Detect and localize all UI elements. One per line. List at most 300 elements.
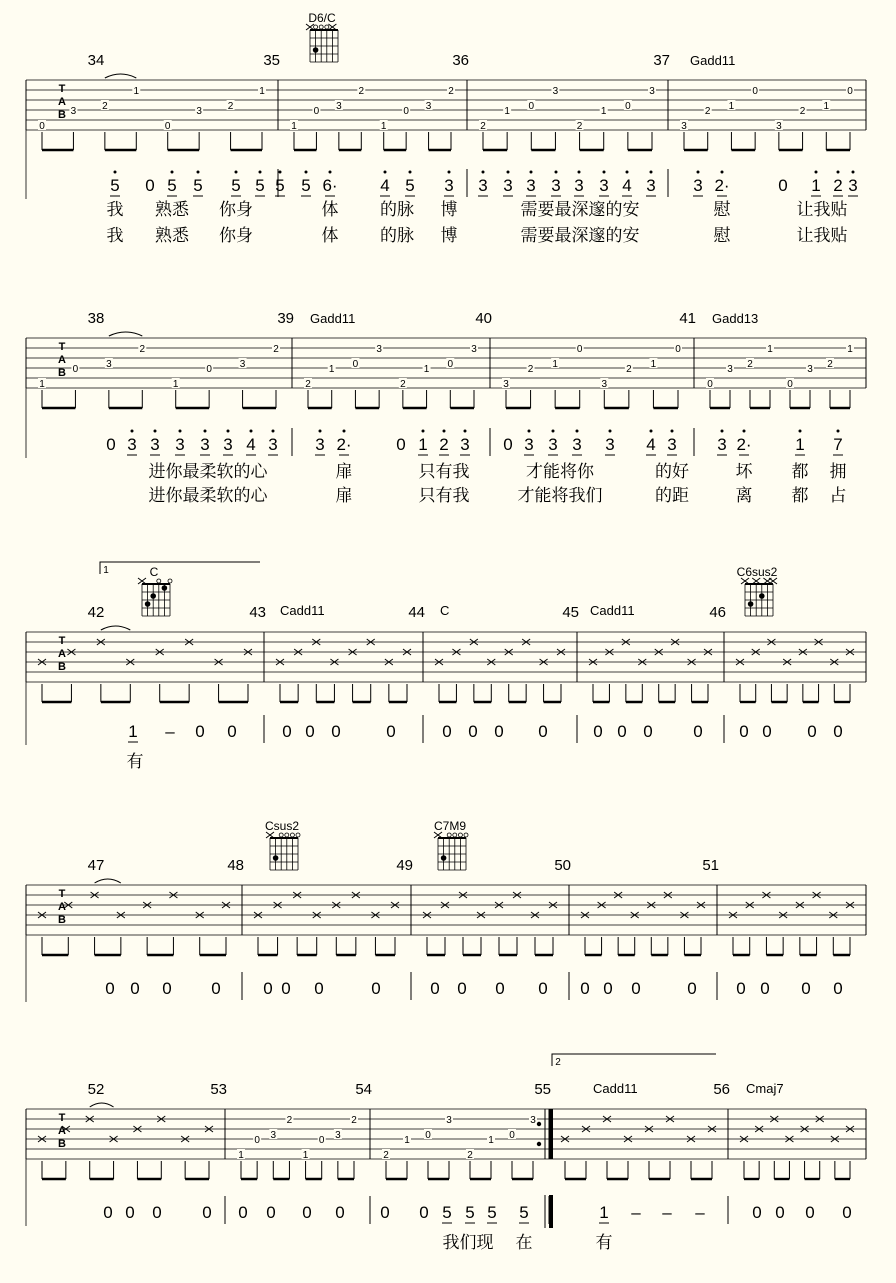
jianpu-note: 0 [752,1203,762,1222]
lyric-word: 的脉 [380,200,414,219]
measure-number: 46 [709,604,726,621]
fret-number: 1 [552,359,558,370]
high-octave-dot [179,430,182,433]
jianpu-note: 0 [195,722,205,741]
open-string-mark [157,579,161,583]
jianpu-note: 1 [599,1203,609,1222]
lyric-word: 的好 [655,462,689,481]
measure-number: 55 [534,1081,551,1098]
high-octave-dot [227,430,230,433]
lyric-word: 都 [791,486,809,505]
jianpu-note: 0 [617,722,627,741]
lyric-word: 熟悉 [155,200,189,219]
fret-number: 2 [626,364,632,375]
jianpu-note: 0 [386,722,396,741]
fret-number: 1 [328,364,335,375]
high-octave-dot [530,171,533,174]
jianpu-note: 3 [599,176,609,195]
jianpu-note: 4 [380,176,390,195]
jianpu-note: 5 [301,176,311,195]
high-octave-dot [235,171,238,174]
open-string-mark [279,833,283,837]
lyric-word: 在 [515,1233,533,1252]
high-octave-dot [384,171,387,174]
jianpu-note: 0 [302,1203,312,1222]
fret-number: 2 [827,359,833,370]
tab-clef-letter: A [58,901,66,913]
fret-number: 2 [351,1115,357,1126]
lyric-word: 只有我 [418,462,470,481]
jianpu-note: 0 [371,979,381,998]
lyric-word: 我 [106,226,124,245]
open-string-mark [319,25,323,29]
jianpu-note: 0 [494,722,504,741]
fret-number: 0 [509,1130,515,1141]
lyric-word: 扉 [335,462,353,481]
jianpu-note: 0 [419,1203,429,1222]
finger-dot [748,601,754,607]
measure-number: 45 [562,604,579,621]
high-octave-dot [671,430,674,433]
measure-number: 34 [87,52,105,69]
fret-number: 1 [380,121,387,132]
fret-number: 1 [259,86,265,97]
tab-clef-letter: A [58,354,66,366]
lyric-word: 需要最深邃的安 [520,200,640,219]
lyric-word: 进你最柔软的心 [148,462,268,481]
tab-clef-letter: B [58,1138,66,1150]
tab-clef-letter: T [58,635,66,647]
measure-number: 53 [210,1081,227,1098]
fret-number: 3 [649,86,655,97]
fret-number: 3 [425,101,432,112]
finger-dot [150,593,156,599]
high-octave-dot [837,171,840,174]
jianpu-note: 2· [736,435,752,454]
fret-number: 0 [72,364,79,375]
finger-dot [273,855,279,861]
fret-number: 2 [227,101,234,112]
jianpu-note: 0 [162,979,172,998]
jianpu-note: 0 [380,1203,390,1222]
jianpu-note: 0 [106,435,116,454]
jianpu-note: 3 [848,176,858,195]
fret-number: 3 [727,364,733,375]
repeat-thick [549,1109,553,1159]
jianpu-note: 0 [778,176,788,195]
fret-number: 1 [133,86,140,97]
measure-number: 39 [277,310,294,327]
tab-clef-letter: A [58,96,66,108]
open-string-mark [285,833,289,837]
jianpu-note: 0 [760,979,770,998]
tab-clef-letter: T [58,1112,66,1124]
jianpu-note: 3 [572,435,582,454]
high-octave-dot [422,430,425,433]
system [26,310,866,505]
jianpu-note: 0 [266,1203,276,1222]
measure-number: 51 [702,857,719,874]
lyric-word: 熟悉 [155,226,189,245]
repeat-dot [537,1142,541,1146]
fret-number: 3 [196,106,202,117]
jianpu-note: 6· [322,176,338,195]
fret-number: 1 [404,1135,410,1146]
jianpu-note: 0 [305,722,315,741]
jianpu-note: 3 [605,435,615,454]
fret-number: 0 [352,359,359,370]
jianpu-note: 5 [167,176,177,195]
lyric-word: 坏 [735,462,753,481]
fret-number: 3 [503,379,509,390]
fret-number: 0 [403,106,409,117]
fret-number: 2 [747,359,753,370]
jianpu-note: 5 [405,176,415,195]
high-octave-dot [329,171,332,174]
high-octave-dot [305,171,308,174]
jianpu-note: 0 [762,722,772,741]
fret-number: 1 [650,359,657,370]
jianpu-note: – [165,722,175,741]
jianpu-note: 3 [717,435,727,454]
jianpu-note: 2 [439,435,449,454]
fret-number: 1 [823,101,830,112]
jianpu-note: 0 [263,979,273,998]
chord-diagram-name: Csus2 [264,819,300,833]
high-octave-dot [443,430,446,433]
chord-name: Gadd11 [310,311,356,326]
fret-number: 1 [600,106,607,117]
high-octave-dot [204,430,207,433]
fret-number: 1 [172,379,179,390]
jianpu-note: 2· [336,435,352,454]
lyric-word: 才能将你 [526,462,594,481]
high-octave-dot [650,430,653,433]
jianpu-note: 0 [125,1203,135,1222]
jianpu-note: 1 [418,435,428,454]
chord-diagram-name: C7M9 [433,819,467,833]
tab-clef-letter: B [58,109,66,121]
fret-number: 0 [625,101,631,112]
measure-number: 56 [713,1081,730,1098]
measure-number: 35 [263,52,280,69]
high-octave-dot [578,171,581,174]
finger-dot [441,855,447,861]
high-octave-dot [259,171,262,174]
jianpu-note: 0 [538,722,548,741]
measure-number: 37 [653,52,670,69]
fret-number: 0 [313,106,320,117]
high-octave-dot [743,430,746,433]
jianpu-note: 3 [503,176,513,195]
high-octave-dot [697,171,700,174]
jianpu-note: – [695,1203,705,1222]
jianpu-note: 5 [110,176,120,195]
fret-number: 1 [302,1150,309,1161]
jianpu-note: 0 [468,722,478,741]
high-octave-dot [279,171,282,174]
jianpu-note: 0 [331,722,341,741]
jianpu-note: 3 [127,435,137,454]
fret-number: 2 [467,1150,473,1161]
jianpu-note: 0 [152,1203,162,1222]
open-string-mark [453,833,457,837]
fret-number: 2 [704,106,711,117]
fret-number: 2 [480,121,486,132]
jianpu-note: 0 [202,1203,212,1222]
chord-diagram [265,819,300,870]
chord-name: Cadd11 [280,603,325,618]
jianpu-note: 3 [268,435,278,454]
jianpu-note: 0 [105,979,115,998]
high-octave-dot [250,430,253,433]
jianpu-note: 0 [442,722,452,741]
high-octave-dot [650,171,653,174]
fret-number: 0 [528,101,535,112]
open-string-mark [296,833,300,837]
system [26,819,866,1002]
jianpu-note: 0 [833,979,843,998]
high-octave-dot [555,171,558,174]
fret-number: 3 [270,1130,277,1141]
jianpu-note: 0 [281,979,291,998]
high-octave-dot [448,171,451,174]
jianpu-note: 3 [574,176,584,195]
fret-number: 2 [358,86,365,97]
fret-number: 0 [447,359,454,370]
tab-clef-letter: B [58,914,66,926]
high-octave-dot [171,171,174,174]
fret-number: 3 [376,344,382,355]
system [26,11,866,245]
chord-diagram [306,11,338,62]
fret-number: 1 [767,344,773,355]
fret-number: 1 [291,121,297,132]
chord-diagram [434,819,468,870]
jianpu-note: 3 [526,176,536,195]
jianpu-note: 5 [255,176,265,195]
tie-arc [101,626,130,630]
measure-number: 54 [355,1081,372,1098]
fret-number: 2 [305,379,311,390]
high-octave-dot [799,430,802,433]
jianpu-note: 0 [314,979,324,998]
jianpu-note: 5 [487,1203,497,1222]
fret-number: 0 [707,379,713,390]
tab-clef-letter: T [58,341,66,353]
high-octave-dot [721,430,724,433]
jianpu-note: 0 [396,435,406,454]
fret-number: 3 [776,121,782,132]
jianpu-note: 0 [833,722,843,741]
fret-number: 3 [336,101,342,112]
chord-name: C [440,603,450,618]
measure-number: 42 [87,604,105,621]
jianpu-note: 0 [631,979,641,998]
lyric-word: 的脉 [380,226,414,245]
repeat-thick [549,1195,553,1228]
jianpu-note: 7 [833,435,843,454]
jianpu-note: 0 [335,1203,345,1222]
fret-number: 2 [400,379,406,390]
jianpu-note: 0 [593,722,603,741]
jianpu-note: 5 [193,176,203,195]
measure-number: 36 [452,52,469,69]
fret-number: 0 [752,86,758,97]
fret-number: 2 [448,86,454,97]
jianpu-note: 0 [430,979,440,998]
fret-number: 1 [488,1135,494,1146]
lyric-word: 占 [829,486,847,505]
fret-number: 0 [318,1135,325,1146]
lyric-word: 进你最柔软的心 [148,486,268,505]
volta-bracket [552,1054,716,1066]
high-octave-dot [852,171,855,174]
open-string-mark [290,833,294,837]
jianpu-note: 2· [714,176,730,195]
chord-diagram [138,565,172,616]
chord-name: Cmaj7 [746,1081,784,1096]
fret-number: 2 [102,101,108,112]
jianpu-note: 0 [807,722,817,741]
measure-number: 47 [87,857,105,874]
lyric-word: 需要最深邃的安 [520,226,640,245]
chord-name: Cadd11 [593,1081,638,1096]
high-octave-dot [603,171,606,174]
fret-number: 2 [139,344,146,355]
jianpu-note: 3 [315,435,325,454]
jianpu-note: 5 [275,176,285,195]
jianpu-note: 0 [842,1203,852,1222]
fret-number: 3 [239,359,246,370]
high-octave-dot [272,430,275,433]
measure-number: 48 [227,857,244,874]
lyric-word: 有 [595,1233,613,1252]
tab-clef-letter: T [58,83,66,95]
high-octave-dot [815,171,818,174]
chord-diagram-name: D6/C [308,11,336,25]
fret-number: 2 [527,364,534,375]
open-string-mark [464,833,468,837]
fret-number: 3 [552,86,559,97]
lyric-word: 只有我 [418,486,470,505]
high-octave-dot [114,171,117,174]
jianpu-note: 3 [548,435,558,454]
jianpu-note: 0 [145,176,155,195]
jianpu-note: – [631,1203,641,1222]
jianpu-note: 0 [227,722,237,741]
lyric-word: 离 [735,486,753,505]
fret-number: 3 [530,1115,536,1126]
tab-clef-letter: A [58,1125,66,1137]
jianpu-note: 0 [495,979,505,998]
high-octave-dot [197,171,200,174]
lyric-word: 博 [440,226,458,245]
jianpu-note: 2 [833,176,843,195]
jianpu-note: 5 [442,1203,452,1222]
high-octave-dot [837,430,840,433]
chord-diagram-name: C6sus2 [736,565,778,579]
high-octave-dot [154,430,157,433]
tab-clef-letter: B [58,367,66,379]
high-octave-dot [131,430,134,433]
lyric-word: 慰 [713,200,731,219]
high-octave-dot [319,430,322,433]
jianpu-note: 4 [646,435,656,454]
jianpu-note: 4 [246,435,256,454]
fret-number: 1 [847,344,853,355]
lyric-word: 慰 [713,226,731,245]
jianpu-note: 3 [646,176,656,195]
fret-number: 0 [206,364,212,375]
fret-number: 0 [425,1130,431,1141]
volta-bracket [100,562,260,574]
fret-number: 1 [728,101,735,112]
jianpu-note: 3 [524,435,534,454]
fret-number: 0 [847,86,853,97]
lyric-word: 扉 [335,486,353,505]
jianpu-note: 0 [643,722,653,741]
jianpu-note: 4 [622,176,632,195]
jianpu-note: – [662,1203,672,1222]
fret-number: 3 [807,364,813,375]
open-string-mark [458,833,462,837]
jianpu-note: 0 [211,979,221,998]
lyric-word: 让我贴 [796,200,848,219]
jianpu-note: 5 [231,176,241,195]
lyric-word: 你身 [219,200,253,219]
jianpu-note: 1 [128,722,138,741]
open-string-mark [314,25,318,29]
jianpu-note: 1 [795,435,805,454]
fret-number: 1 [39,379,45,390]
fret-number: 3 [70,106,77,117]
lyric-word: 让我贴 [796,226,848,245]
repeat-dot [537,1122,541,1126]
high-octave-dot [507,171,510,174]
jianpu-note: 3 [223,435,233,454]
jianpu-note: 0 [282,722,292,741]
jianpu-note: 0 [580,979,590,998]
fret-number: 3 [335,1130,341,1141]
lyric-word: 我们现 [442,1233,494,1252]
measure-number: 52 [87,1081,105,1098]
system [26,562,866,771]
jianpu-note: 0 [457,979,467,998]
high-octave-dot [626,171,629,174]
high-octave-dot [552,430,555,433]
jianpu-note: 0 [130,979,140,998]
chord-diagram [737,565,778,616]
open-string-mark [325,25,329,29]
tab-clef-letter: A [58,648,66,660]
jianpu-note: 0 [687,979,697,998]
finger-dot [759,593,765,599]
jianpu-note: 0 [805,1203,815,1222]
measure-number: 50 [554,857,571,874]
measure-number: 38 [87,310,105,327]
tab-clef-letter: B [58,661,66,673]
jianpu-note: 5 [465,1203,475,1222]
lyric-word: 体 [321,226,339,245]
jianpu-note: 0 [238,1203,248,1222]
high-octave-dot [576,430,579,433]
fret-number: 3 [681,121,687,132]
tie-arc [95,879,121,883]
jianpu-note: 3 [478,176,488,195]
finger-dot [313,47,319,53]
fret-number: 3 [446,1115,452,1126]
